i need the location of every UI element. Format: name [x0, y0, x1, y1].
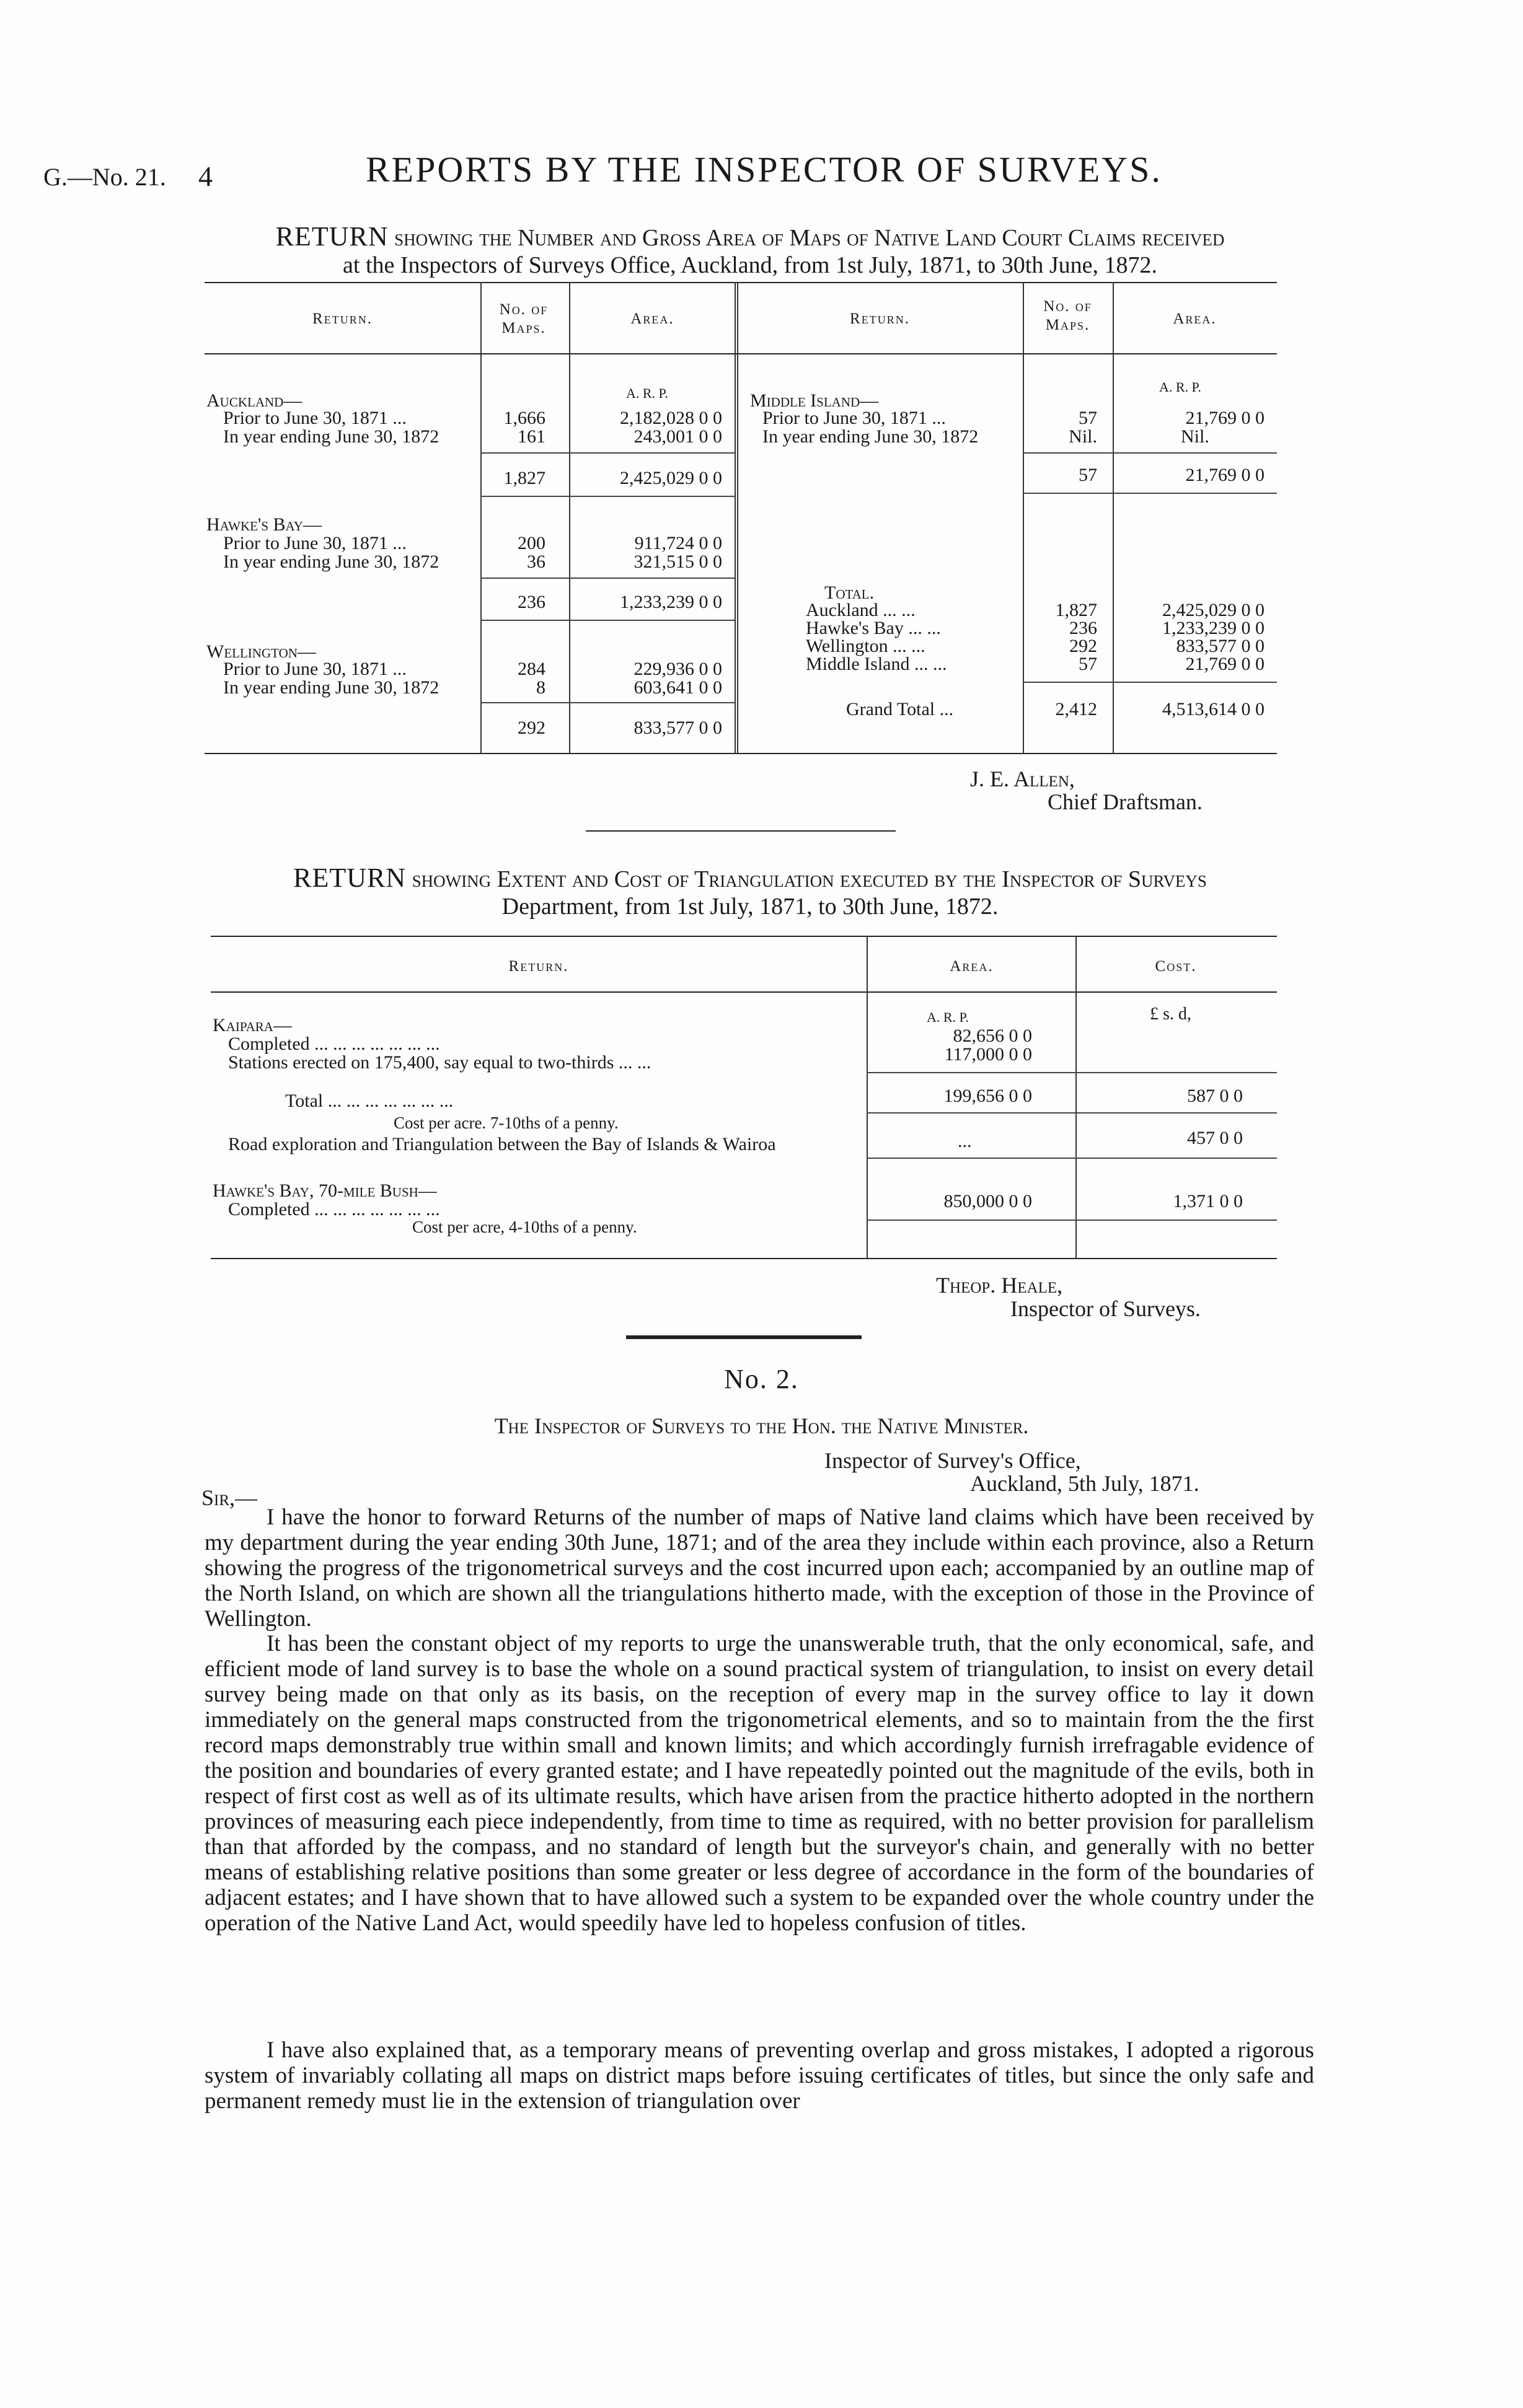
row-maps: 36: [527, 551, 545, 572]
row-area: 21,769 0 0: [1185, 408, 1265, 428]
return2-caption-line2: Department, from 1st July, 1871, to 30th June, 1872.: [501, 894, 999, 920]
table-header-rule: [211, 991, 1277, 993]
total-area: 199,656 0 0: [943, 1086, 1032, 1106]
grand-total-area: 4,513,614 0 0: [1162, 699, 1265, 719]
return2-caption-line1: showing Extent and Cost of Triangulation executed by the Inspector of Surveys: [412, 866, 1207, 892]
signature-title: Chief Draftsman.: [1048, 789, 1203, 814]
area-units: A. R. P.: [927, 1009, 969, 1025]
group-total-area: 1,233,239 0 0: [620, 592, 722, 612]
subtotal-rule: [480, 702, 735, 703]
total-row-label: Middle Island ... ...: [806, 654, 947, 674]
grand-total-maps: 2,412: [1055, 699, 1097, 719]
road-area: ...: [958, 1131, 972, 1151]
row-cost: 1,371 0 0: [1173, 1191, 1243, 1211]
row-area: 603,641 0 0: [633, 677, 722, 698]
row-label: Completed ... ... ... ... ... ... ...: [228, 1199, 440, 1219]
total-row-label: Auckland ... ...: [806, 600, 916, 620]
table-top-rule: [211, 936, 1277, 937]
row-maps: 284: [518, 659, 545, 679]
letter-address-line2: Auckland, 5th July, 1871.: [970, 1471, 1199, 1496]
group-total-area: 21,769 0 0: [1185, 465, 1265, 485]
return1-caption-line1: showing the Number and Gross Area of Maps of Native Land Court Claims received: [394, 225, 1225, 251]
row-label: Prior to June 30, 1871 ...: [223, 659, 407, 679]
grand-total-label: Grand Total ...: [846, 699, 954, 719]
cost-note: Cost per acre. 7-10ths of a penny.: [394, 1114, 619, 1132]
group-total-maps: 236: [518, 592, 545, 612]
subtotal-rule: [1023, 452, 1277, 454]
row-area: Nil.: [1181, 426, 1209, 447]
road-cost: 457 0 0: [1187, 1128, 1243, 1148]
group-name-middle-island: Middle Island—: [750, 390, 879, 411]
row-area: 321,515 0 0: [633, 551, 722, 572]
signature-name: Theop. Heale,: [936, 1273, 1063, 1298]
col-header-area: Area.: [630, 310, 674, 327]
row-area: 117,000 0 0: [944, 1044, 1032, 1065]
col-header-return: Return.: [850, 310, 910, 327]
total-row-maps: 57: [1079, 654, 1097, 674]
row-label: In year ending June 30, 1872: [223, 677, 439, 698]
totals-heading: Total.: [824, 582, 875, 603]
group-total-maps: 1,827: [503, 468, 545, 488]
row-area: 229,936 0 0: [633, 659, 722, 679]
letter-paragraph-1: I have the honor to forward Returns of the number of maps of Native land claims which have been received by my department during the year ending 30th June, 1871; and of the area they include within each province, also a Return showing the progress of the trigonometrical surveys and the cost incurred upon each; accompanied by an outline map of the North Island, on which are shown all the triangulations hitherto made, with the exception of those in the Province of Wellington.: [205, 1505, 1314, 1632]
row-maps: Nil.: [1069, 426, 1097, 447]
section-divider: [626, 1335, 862, 1339]
row-label: Stations erected on 175,400, say equal to two-thirds ... ...: [228, 1052, 651, 1073]
signature-name: J. E. Allen,: [970, 767, 1075, 791]
table-top-rule: [205, 282, 1277, 283]
group-name-hawkes-bay: Hawke's Bay—: [206, 514, 322, 535]
letter-number: No. 2.: [724, 1364, 799, 1394]
total-row-area: 2,425,029 0 0: [1162, 600, 1265, 620]
page-title: REPORTS BY THE INSPECTOR OF SURVEYS.: [366, 149, 1162, 190]
letter-paragraph-3: I have also explained that, as a temporary means of preventing overlap and gross mistakes, I adopted a rigorous system of invariably collating all maps on district maps before issuing certificates of titles, but since the only safe and permanent remedy must lie in the extension of triangulation over: [205, 2037, 1314, 2114]
report-reference: G.—No. 21.: [43, 163, 166, 191]
subtotal-rule: [867, 1219, 1277, 1221]
col-divider: [1075, 936, 1077, 1258]
row-label: Prior to June 30, 1871 ...: [223, 533, 407, 553]
col-header-return: Return.: [312, 310, 373, 327]
row-label: Completed ... ... ... ... ... ... ...: [228, 1034, 440, 1054]
table-header-rule: [205, 353, 1277, 354]
group-name-auckland: Auckland—: [206, 390, 302, 411]
group-name-kaipara: Kaipara—: [213, 1015, 292, 1035]
letter-heading: The Inspector of Surveys to the Hon. the Native Minister.: [494, 1413, 1029, 1438]
subtotal-rule: [480, 620, 735, 621]
total-row-area: 1,233,239 0 0: [1162, 618, 1265, 638]
page-number: 4: [198, 160, 213, 192]
subtotal-rule: [1023, 682, 1277, 683]
row-label: In year ending June 30, 1872: [223, 551, 439, 572]
return2-caption-lead: RETURN: [293, 863, 407, 893]
row-area: 2,182,028 0 0: [620, 408, 722, 428]
return1-caption-lead: RETURN: [275, 221, 389, 252]
col-divider: [480, 282, 482, 753]
section-divider: [586, 830, 896, 832]
col-header-maps: No. of Maps.: [499, 301, 549, 336]
letter-address-line1: Inspector of Survey's Office,: [824, 1448, 1081, 1473]
letter-paragraph-2: It has been the constant object of my reports to urge the unanswerable truth, that the only economical, safe, and efficient mode of land survey is to base the whole on a sound practical system of triangulation, to insist on every detail survey being made on that only as its basis, on the reception of every map in the survey office to lay it down immediately on the general maps constructed from the trigonometrical elements, and so to maintain from the the first record maps demonstrably true within small and known limits; and which accordingly furnish irrefragable evidence of the position and boundaries of every granted estate; and I have repeatedly pointed out the magnitude of the evils, both in respect of first cost as well as of its ultimate results, which have arisen from the practice hitherto adopted in the northern provinces of measuring each piece independently, from time to time as required, with no better provision for parallelism than that afforded by the compass, and no standard of length but the surveyor's chain, and generally with no better means of establishing relative positions than some greater or less degree of accordance in the form of the boundaries of adjacent estates; and I have shown that to have allowed such a system to be expanded over the whole country under the operation of the Native Land Act, would speedily have led to hopeless confusion of titles.: [205, 1631, 1314, 1936]
subtotal-rule: [867, 1112, 1277, 1114]
return1-caption: [186, 223, 1314, 279]
row-maps: 8: [536, 677, 545, 698]
subtotal-rule: [867, 1072, 1277, 1073]
group-total-area: 833,577 0 0: [633, 718, 722, 738]
row-maps: 200: [518, 533, 545, 553]
row-maps: 161: [518, 426, 545, 447]
total-row-maps: 1,827: [1055, 600, 1097, 620]
subtotal-rule: [867, 1158, 1277, 1159]
table-bottom-rule: [205, 753, 1277, 754]
area-units: A. R. P.: [626, 385, 668, 401]
col-header-maps: No. of Maps.: [1043, 298, 1092, 333]
row-label: In year ending June 30, 1872: [223, 426, 439, 447]
total-row-label: Wellington ... ...: [806, 636, 925, 656]
subtotal-rule: [480, 578, 735, 579]
row-area: 243,001 0 0: [633, 426, 722, 447]
subtotal-rule: [480, 496, 735, 497]
signature-title: Inspector of Surveys.: [1010, 1296, 1201, 1321]
row-label: Prior to June 30, 1871 ...: [762, 408, 946, 428]
table-bottom-rule: [211, 1258, 1277, 1259]
road-label: Road exploration and Triangulation between the Bay of Islands & Wairoa: [228, 1134, 776, 1154]
row-label: Prior to June 30, 1871 ...: [223, 408, 407, 428]
row-label: In year ending June 30, 1872: [762, 426, 979, 447]
area-units: A. R. P.: [1159, 379, 1201, 395]
subtotal-rule: [1023, 493, 1277, 494]
col-header-cost: Cost.: [1155, 958, 1197, 975]
total-row-label: Hawke's Bay ... ...: [806, 618, 941, 638]
group-total-area: 2,425,029 0 0: [620, 468, 722, 488]
row-maps: 57: [1079, 408, 1097, 428]
total-cost: 587 0 0: [1187, 1086, 1243, 1106]
row-area: 850,000 0 0: [943, 1191, 1032, 1211]
row-area: 82,656 0 0: [953, 1026, 1032, 1046]
col-header-return: Return.: [508, 958, 569, 975]
col-header-area: Area.: [950, 958, 994, 975]
total-row-maps: 236: [1069, 618, 1097, 638]
row-maps: 1,666: [503, 408, 545, 428]
return2-caption: [186, 864, 1314, 920]
letter-salutation: Sir,—: [201, 1485, 258, 1510]
group-name-wellington: Wellington—: [206, 641, 316, 662]
total-row-area: 21,769 0 0: [1185, 654, 1265, 674]
total-row-maps: 292: [1069, 636, 1097, 656]
group-total-maps: 292: [518, 718, 545, 738]
subtotal-rule: [480, 452, 735, 454]
total-label: Total ... ... ... ... ... ... ...: [285, 1091, 454, 1111]
group-name-hawkes-bush: Hawke's Bay, 70-mile Bush—: [213, 1180, 437, 1201]
cost-note: Cost per acre, 4-10ths of a penny.: [412, 1218, 637, 1236]
group-total-maps: 57: [1079, 465, 1097, 485]
row-area: 911,724 0 0: [634, 533, 722, 553]
col-double-divider: [735, 282, 738, 753]
total-row-area: 833,577 0 0: [1176, 636, 1265, 656]
cost-units: £ s. d,: [1150, 1004, 1191, 1024]
return1-caption-line2: at the Inspectors of Surveys Office, Auckland, from 1st July, 1871, to 30th June, 1872.: [343, 252, 1157, 278]
col-header-area: Area.: [1173, 310, 1217, 327]
